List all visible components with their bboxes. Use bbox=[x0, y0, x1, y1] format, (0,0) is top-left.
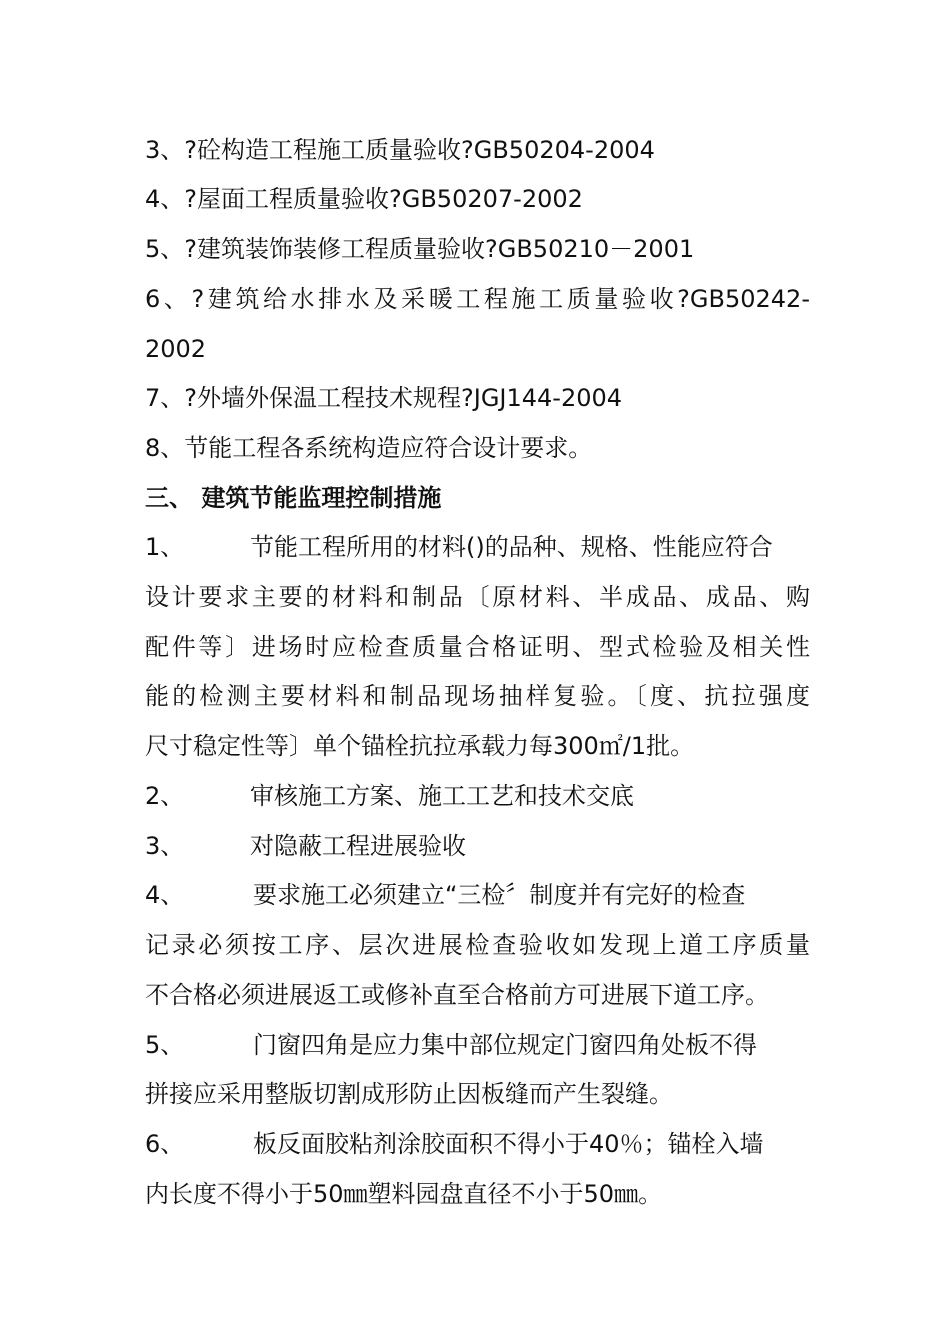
item-text: 审核施工方案、施工工艺和技术交底 bbox=[250, 782, 634, 810]
item-number: 1、 bbox=[145, 533, 185, 561]
list-item-first-line bbox=[145, 1029, 810, 1061]
item-number: 3、 bbox=[145, 832, 185, 860]
item-text-line: 配件等〕进场时应检查质量合格证明、型式检验及相关性 bbox=[145, 633, 810, 661]
item-text: 节能工程所用的材料()的品种、规格、性能应符合 bbox=[250, 533, 773, 561]
list-item-first-line bbox=[145, 830, 810, 862]
item-text-line: 内长度不得小于50㎜塑料园盘直径不小于50㎜。 bbox=[145, 1180, 663, 1208]
item-text-line: 设计要求主要的材料和制品〔原材料、半成品、成品、购 bbox=[145, 583, 810, 611]
item-text: 板反面胶粘剂涂胶面积不得小于40％；锚栓入墙 bbox=[253, 1130, 764, 1158]
list-item-first-line bbox=[145, 531, 810, 563]
reference-line: 4、?屋面工程质量验收?GB50207-2002 bbox=[145, 185, 583, 213]
item-text: 门窗四角是应力集中部位规定门窗四角处板不得 bbox=[253, 1031, 757, 1059]
item-text-line: 尺寸稳定性等〕单个锚栓抗拉承载力每300㎡/1批。 bbox=[145, 732, 695, 760]
item-number: 4、 bbox=[145, 881, 185, 909]
reference-line: 8、节能工程各系统构造应符合设计要求。 bbox=[145, 434, 593, 462]
item-number: 6、 bbox=[145, 1130, 185, 1158]
list-item-first-line bbox=[145, 780, 810, 812]
item-text: 对隐蔽工程进展验收 bbox=[250, 832, 466, 860]
item-number: 2、 bbox=[145, 782, 185, 810]
list-item-first-line bbox=[145, 1128, 810, 1160]
reference-line: 3、?砼构造工程施工质量验收?GB50204-2004 bbox=[145, 136, 655, 164]
reference-line: 6、?建筑给水排水及采暖工程施工质量验收?GB50242- bbox=[145, 285, 810, 313]
item-text-line: 不合格必须进展返工或修补直至合格前方可进展下道工序。 bbox=[145, 981, 769, 1009]
reference-line: 5、?建筑装饰装修工程质量验收?GB50210－2001 bbox=[145, 235, 695, 263]
reference-line-continuation: 2002 bbox=[145, 335, 207, 363]
item-text-line: 记录必须按工序、层次进展检查验收如发现上道工序质量 bbox=[145, 931, 810, 959]
item-number: 5、 bbox=[145, 1031, 185, 1059]
reference-line: 7、?外墙外保温工程技术规程?JGJ144-2004 bbox=[145, 384, 623, 412]
item-text: 要求施工必须建立“三检〞制度并有完好的检查 bbox=[253, 881, 746, 909]
item-text-line: 能的检测主要材料和制品现场抽样复验。〔度、抗拉强度 bbox=[145, 682, 810, 710]
item-text-line: 拼接应采用整版切割成形防止因板缝而产生裂缝。 bbox=[145, 1080, 673, 1108]
section-heading: 三、 建筑节能监理控制措施 bbox=[145, 484, 442, 512]
list-item-first-line bbox=[145, 879, 810, 911]
